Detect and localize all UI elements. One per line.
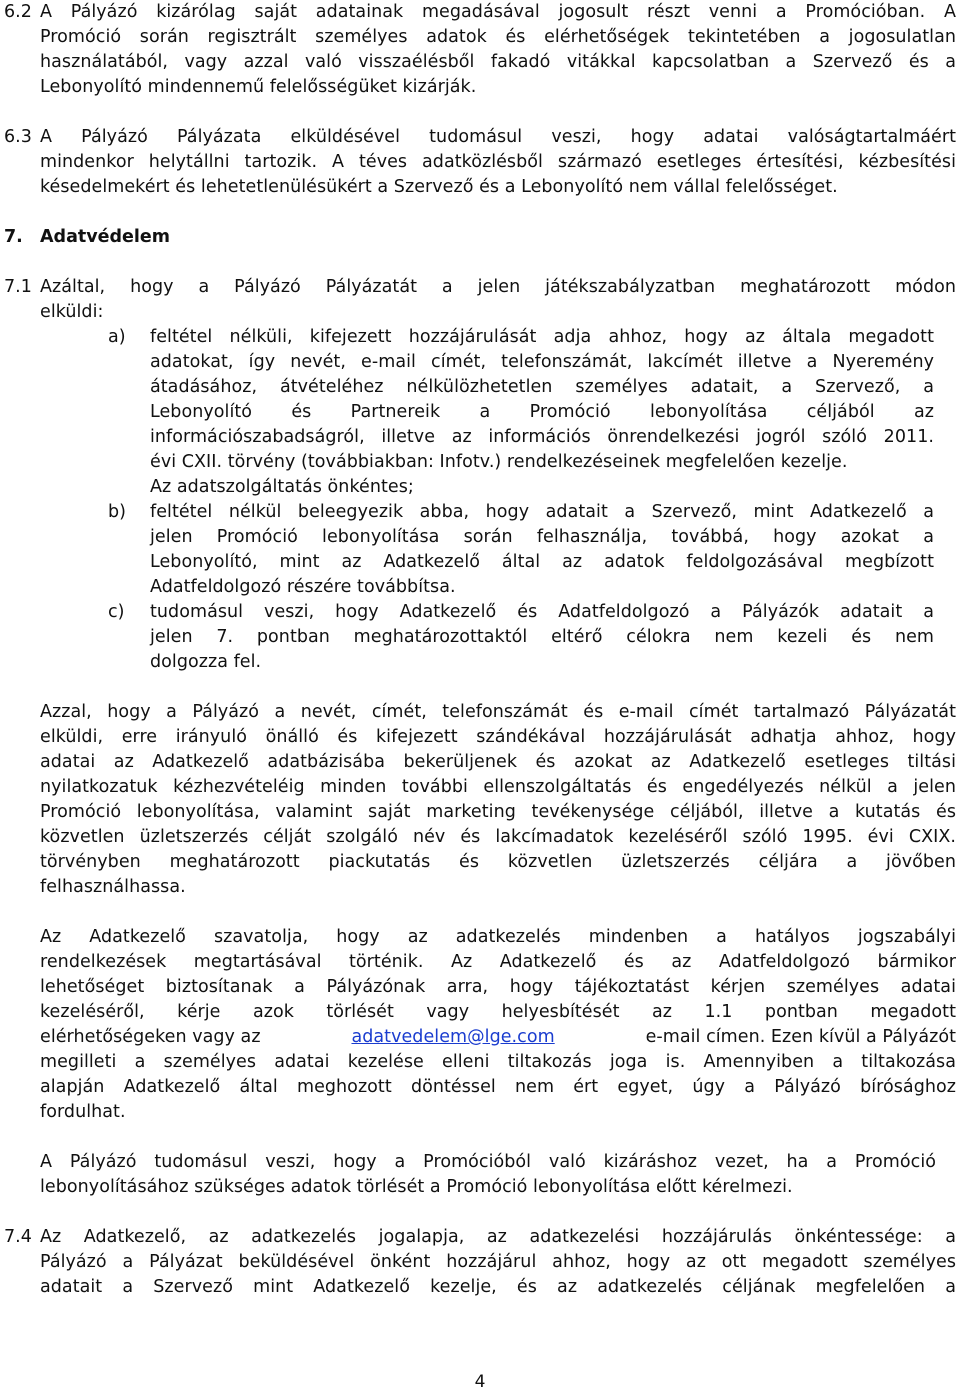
paragraph-line: adatait a Szervező mint Adatkezelő kezelje, és az adatkezelés céljának megfelelően a xyxy=(40,1277,956,1297)
paragraph-line: Az Adatkezelő szavatolja, hogy az adatkezelés mindenben a hatályos jogszabályi xyxy=(40,927,956,947)
section-number: 7.1 xyxy=(4,277,32,297)
section-number: 7.4 xyxy=(4,1227,32,1247)
paragraph-line: Azzal, hogy a Pályázó a nevét, címét, telefonszámát és e-mail címét tartalmazó Pályázatát xyxy=(40,702,956,722)
paragraph-line: lehetőséget biztosítanak a Pályázónak arra, hogy tájékoztatást kérjen személyes adatai xyxy=(40,977,956,997)
paragraph-line: Az Adatkezelő, az adatkezelés jogalapja, az adatkezelési hozzájárulás önkéntessége: a xyxy=(40,1227,956,1247)
list-marker: a) xyxy=(108,327,126,347)
paragraph-line: késedelmekért és lehetetlenülésükért a Szervező és a Lebonyolító nem vállal felelősséget. xyxy=(40,177,838,197)
list-marker: b) xyxy=(108,502,126,522)
paragraph-line: törvényben meghatározott piackutatás és közvetlen üzletszerzés céljára a jövőben xyxy=(40,852,956,872)
list-item-line: feltétel nélkül beleegyezik abba, hogy adatait a Szervező, mint Adatkezelő a xyxy=(150,502,934,522)
section-number: 7. xyxy=(4,227,23,247)
paragraph-line: Lebonyolító mindennemű felelősségüket kizárják. xyxy=(40,77,477,97)
section-title: Adatvédelem xyxy=(40,227,171,247)
section-number: 6.2 xyxy=(4,2,32,22)
paragraph-line-email xyxy=(40,1025,956,1050)
paragraph-line: adatai az Adatkezelő adatbázisába bekerüljenek és azokat az Adatkezelő esetleges tiltási xyxy=(40,752,956,772)
list-item-line: Az adatszolgáltatás önkéntes; xyxy=(150,477,414,497)
list-item-line: jelen 7. pontban meghatározottaktól eltérő célokra nem kezeli és nem xyxy=(150,627,934,647)
paragraph-line: nyilatkozatuk kézhezvételéig minden további ellenszolgáltatás és engedélyezés nélkül a jelen xyxy=(40,777,956,797)
list-item-line: tudomásul veszi, hogy Adatkezelő és Adatfeldolgozó a Pályázók adatait a xyxy=(150,602,934,622)
email-link[interactable]: adatvedelem@lge.com xyxy=(351,1027,555,1047)
list-item-line: dolgozza fel. xyxy=(150,652,262,672)
paragraph-line: Promóció lebonyolítása, valamint saját marketing tevékenysége céljából, illetve a kutatás és xyxy=(40,802,956,822)
paragraph-line: rendelkezések megtartásával történik. Az Adatkezelő és az Adatfeldolgozó bármikor xyxy=(40,952,956,972)
paragraph-line: Pályázó a Pályázat beküldésével önként hozzájárul ahhoz, hogy az ott megadott személyes xyxy=(40,1252,956,1272)
list-item-line: Lebonyolító és Partnereik a Promóció lebonyolítása céljából az xyxy=(150,402,934,422)
paragraph-line: fordulhat. xyxy=(40,1102,126,1122)
paragraph-line: A Pályázó tudomásul veszi, hogy a Promócióból való kizáráshoz vezet, ha a Promóció xyxy=(40,1152,936,1172)
paragraph-line: lebonyolításához szükséges adatok törlését a Promóció lebonyolítása előtt kérelmezi. xyxy=(40,1177,793,1197)
paragraph-line: felhasználhassa. xyxy=(40,877,186,897)
list-item-line: átadásához, átvételéhez nélkülözhetetlen személyes adatait, a Szervező, a xyxy=(150,377,934,397)
paragraph-line: A Pályázó Pályázata elküldésével tudomásul veszi, hogy adatai valóságtartalmáért xyxy=(40,127,956,147)
paragraph-line: elküldi: xyxy=(40,302,104,322)
paragraph-line: kezeléséről, kérje azok törlését vagy helyesbítését az 1.1 pontban megadott xyxy=(40,1002,956,1022)
paragraph-line: használatából, vagy azzal való visszaélésből fakadó vitákkal kapcsolatban a Szervező és a xyxy=(40,52,956,72)
list-item-line: Adatfeldolgozó részére továbbítsa. xyxy=(150,577,456,597)
paragraph-line: Promóció során regisztrált személyes adatok és elérhetőségek tekintetében a jogosulatlan xyxy=(40,27,956,47)
list-item-line: jelen Promóció lebonyolítása során felhasználja, továbbá, hogy azokat a xyxy=(150,527,934,547)
page-number: 4 xyxy=(474,1372,486,1392)
list-item-line: feltétel nélküli, kifejezett hozzájárulását adja ahhoz, hogy az általa megadott xyxy=(150,327,934,347)
paragraph-line: alapján Adatkezelő által meghozott döntéssel nem ért egyet, úgy a Pályázó bírósághoz xyxy=(40,1077,956,1097)
list-item-line: információszabadságról, illetve az információs önrendelkezési jogról szóló 2011. xyxy=(150,427,934,447)
list-marker: c) xyxy=(108,602,125,622)
list-item-line: adatokat, így nevét, e-mail címét, telefonszámát, lakcímét illetve a Nyeremény xyxy=(150,352,934,372)
paragraph-line: A Pályázó kizárólag saját adatainak megadásával jogosult részt venni a Promócióban. A xyxy=(40,2,956,22)
paragraph-line: mindenkor helytállni tartozik. A téves adatközlésből származó esetleges értesítési, kézbesítési xyxy=(40,152,956,172)
paragraph-line: megilleti a személyes adatai kezelése elleni tiltakozás joga is. Amennyiben a tiltakozása xyxy=(40,1052,956,1072)
section-number: 6.3 xyxy=(4,127,32,147)
paragraph-line: Azáltal, hogy a Pályázó Pályázatát a jelen játékszabályzatban meghatározott módon xyxy=(40,277,956,297)
email-line-after: e-mail címen. Ezen kívül a Pályázót xyxy=(639,1027,956,1047)
list-item-line: Lebonyolító, mint az Adatkezelő által az adatok feldolgozásával megbízott xyxy=(150,552,934,572)
list-item-line: évi CXII. törvény (továbbiakban: Infotv.) rendelkezéseinek megfelelően kezelje. xyxy=(150,452,848,472)
paragraph-line: közvetlen üzletszerzés célját szolgáló név és lakcímadatok kezeléséről szóló 1995. évi CXIX. xyxy=(40,827,956,847)
email-line-before: elérhetőségeken vagy az xyxy=(40,1027,267,1047)
paragraph-line: elküldi, erre irányuló önálló és kifejezett szándékával hozzájárulását adhatja ahhoz, hogy xyxy=(40,727,956,747)
